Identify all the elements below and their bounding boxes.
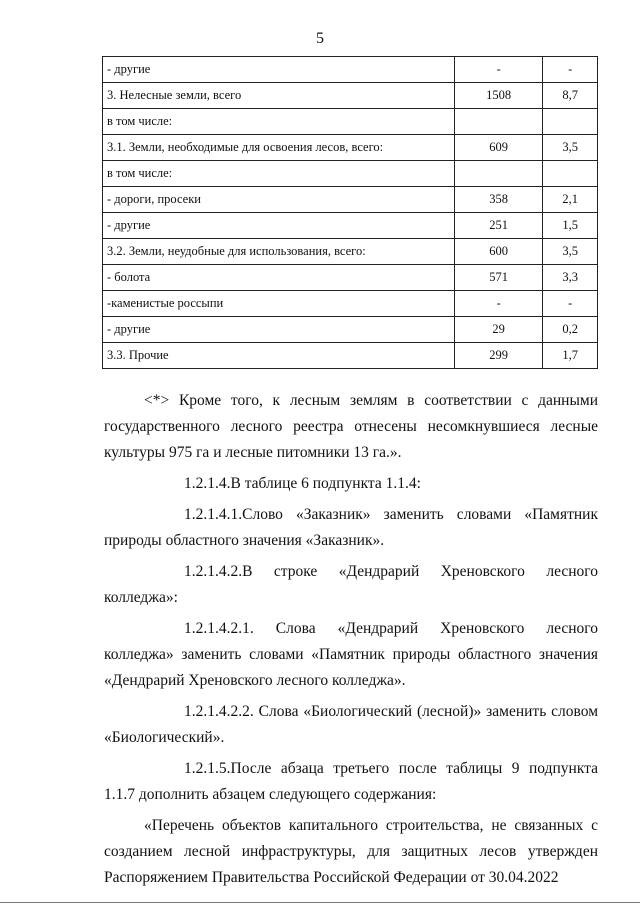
table-row [103, 317, 598, 343]
row-percent: 3,3 [543, 265, 598, 291]
table-row [103, 213, 598, 239]
row-area: 251 [454, 213, 542, 239]
table-row [103, 135, 598, 161]
row-name: - другие [103, 57, 455, 83]
row-percent: 3,5 [543, 239, 598, 265]
paragraph-quote [104, 813, 598, 891]
paragraph-clause [104, 559, 598, 611]
row-percent: 8,7 [543, 83, 598, 109]
row-percent: 3,5 [543, 135, 598, 161]
clause-number: 1.2.1.4.2.2. [184, 703, 254, 720]
clause-number: 1.2.1.4.2.1. [184, 620, 254, 637]
row-percent: 0,2 [543, 317, 598, 343]
paragraph-text: В таблице 6 подпункта 1.1.4: [230, 475, 421, 492]
table-row [103, 291, 598, 317]
row-percent: - [543, 57, 598, 83]
paragraph-clause [104, 616, 598, 694]
row-percent [543, 109, 598, 135]
row-area [454, 109, 542, 135]
paragraph-text: Слово «Заказник» заменить словами «Памятник природы областного значения «Заказник». [104, 506, 598, 549]
row-area: - [454, 291, 542, 317]
paragraph-clause [104, 471, 598, 497]
paragraph-text: После абзаца третьего после таблицы 9 подпункта 1.1.7 дополнить абзацем следующего содержания: [104, 760, 598, 803]
row-area: 358 [454, 187, 542, 213]
row-area: 609 [454, 135, 542, 161]
row-name: 3.1. Земли, необходимые для освоения лесов, всего: [103, 135, 455, 161]
table-row [103, 83, 598, 109]
clause-number: 1.2.1.4.2. [184, 563, 243, 580]
row-name: - дороги, просеки [103, 187, 455, 213]
row-area: 1508 [454, 83, 542, 109]
row-area: 571 [454, 265, 542, 291]
table-row [103, 109, 598, 135]
paragraph-text: <*> Кроме того, к лесным землям в соответствии с данными государственного лесного реестра отнесены несомкнувшиеся лесные культуры 975 га и лесные питомники 13 га.». [104, 392, 598, 461]
paragraph-clause [104, 502, 598, 554]
paragraph-clause [104, 756, 598, 808]
paragraph-text: Слова «Дендрарий Хреновского лесного колледжа» заменить словами «Памятник природы областного значения «Дендрарий Хреновского лесного колледжа». [104, 620, 598, 689]
table-row [103, 57, 598, 83]
row-name: - другие [103, 317, 455, 343]
document-body [104, 388, 598, 896]
row-name: в том числе: [103, 109, 455, 135]
row-percent: - [543, 291, 598, 317]
row-name: -каменистые россыпи [103, 291, 455, 317]
clause-number: 1.2.1.5. [184, 760, 231, 777]
page-number: 5 [316, 30, 324, 47]
row-percent [543, 161, 598, 187]
row-percent: 2,1 [543, 187, 598, 213]
row-area [454, 161, 542, 187]
row-name: - другие [103, 213, 455, 239]
table-row [103, 343, 598, 369]
row-percent: 1,5 [543, 213, 598, 239]
scan-edge-line [0, 902, 640, 903]
clause-number: 1.2.1.4.1. [184, 506, 243, 523]
row-name: 3. Нелесные земли, всего [103, 83, 455, 109]
row-percent: 1,7 [543, 343, 598, 369]
land-category-table [102, 56, 598, 369]
row-area: - [454, 57, 542, 83]
row-name: - болота [103, 265, 455, 291]
clause-number: 1.2.1.4. [184, 475, 231, 492]
row-name: в том числе: [103, 161, 455, 187]
paragraph-footnote [104, 388, 598, 466]
paragraph-clause [104, 699, 598, 751]
paragraph-text: «Перечень объектов капитального строительства, не связанных с созданием лесной инфраструктуры, для защитных лесов утвержден Распоряжением Правительства Российской Федерации от 30.04.2022 [104, 817, 598, 886]
row-area: 299 [454, 343, 542, 369]
table-row [103, 265, 598, 291]
table-row [103, 239, 598, 265]
row-area: 600 [454, 239, 542, 265]
row-name: 3.2. Земли, неудобные для использования, всего: [103, 239, 455, 265]
row-area: 29 [454, 317, 542, 343]
table-row [103, 187, 598, 213]
paragraph-text: В строке «Дендрарий Хреновского лесного колледжа»: [104, 563, 598, 606]
paragraph-text: Слова «Биологический (лесной)» заменить словом «Биологический». [104, 703, 599, 746]
table-row [103, 161, 598, 187]
row-name: 3.3. Прочие [103, 343, 455, 369]
